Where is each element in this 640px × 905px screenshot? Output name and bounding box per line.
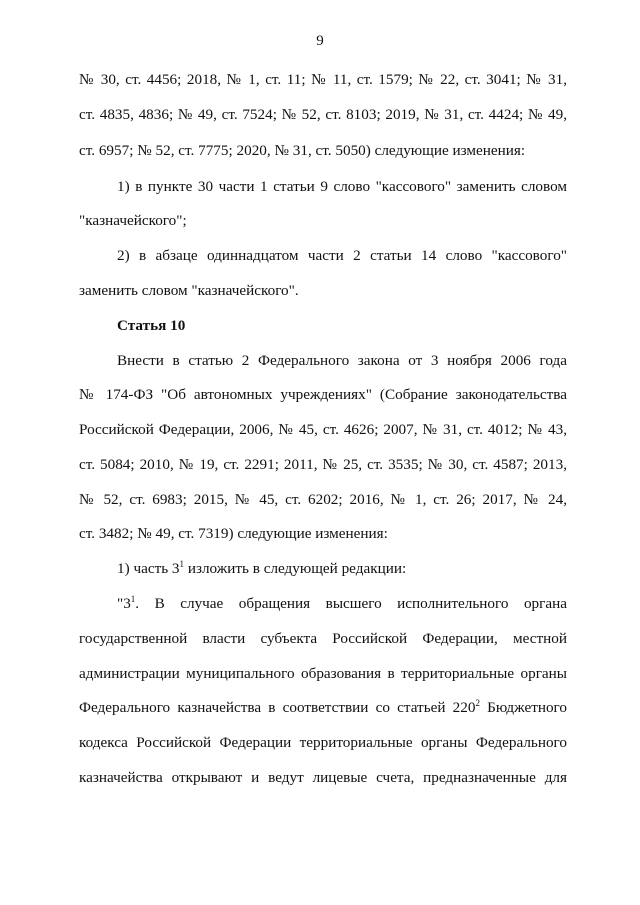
text-span: Федерального казначейства в соответствии со статьей 220: [79, 699, 476, 716]
text-line: ст. 3482; № 49, ст. 7319) следующие изменения:: [79, 525, 388, 542]
text-span: "3: [117, 595, 131, 612]
text-line: кодекса Российской Федерации территориальные органы Федерального: [79, 734, 567, 751]
page-number: 9: [316, 33, 324, 49]
text-line: ст. 5084; 2010, № 19, ст. 2291; 2011, № 25, ст. 3535; № 30, ст. 4587; 2013,: [79, 456, 567, 473]
text-line: [117, 594, 567, 614]
text-line: [117, 559, 567, 579]
text-span: 1) часть 3: [117, 560, 180, 577]
text-line: администрации муниципального образования в территориальные органы: [79, 665, 567, 682]
text-line: казначейства открывают и ведут лицевые счета, предназначенные для: [79, 769, 567, 786]
text-line: № 174-ФЗ "Об автономных учреждениях" (Собрание законодательства: [79, 386, 567, 403]
text-line: 2) в абзаце одиннадцатом части 2 статьи 14 слово "кассового": [117, 247, 567, 264]
superscript: 1: [130, 594, 136, 604]
text-line: государственной власти субъекта Российской Федерации, местной: [79, 630, 567, 647]
text-line: 1) в пункте 30 части 1 статьи 9 слово "кассового" заменить словом: [117, 178, 567, 195]
superscript: 2: [475, 698, 480, 708]
text-line: № 52, ст. 6983; 2015, № 45, ст. 6202; 2016, № 1, ст. 26; 2017, № 24,: [79, 491, 567, 508]
text-line: Внести в статью 2 Федерального закона от 3 ноября 2006 года: [117, 352, 567, 369]
text-span: изложить в следующей редакции:: [184, 560, 407, 577]
text-line: "казначейского";: [79, 212, 187, 229]
text-span: . В случае обращения высшего исполнительного органа: [135, 595, 567, 612]
text-line: заменить словом "казначейского".: [79, 282, 299, 299]
article-heading: Статья 10: [117, 317, 186, 334]
text-line: [79, 698, 567, 718]
text-line: ст. 6957; № 52, ст. 7775; 2020, № 31, ст. 5050) следующие изменения:: [79, 142, 526, 159]
text-line: № 30, ст. 4456; 2018, № 1, ст. 11; № 11, ст. 1579; № 22, ст. 3041; № 31,: [79, 71, 567, 88]
text-line: Российской Федерации, 2006, № 45, ст. 4626; 2007, № 31, ст. 4012; № 43,: [79, 421, 567, 438]
superscript: 1: [179, 559, 185, 569]
text-line: ст. 4835, 4836; № 49, ст. 7524; № 52, ст. 8103; 2019, № 31, ст. 4424; № 49,: [79, 106, 567, 123]
text-span: Бюджетного: [479, 699, 567, 716]
